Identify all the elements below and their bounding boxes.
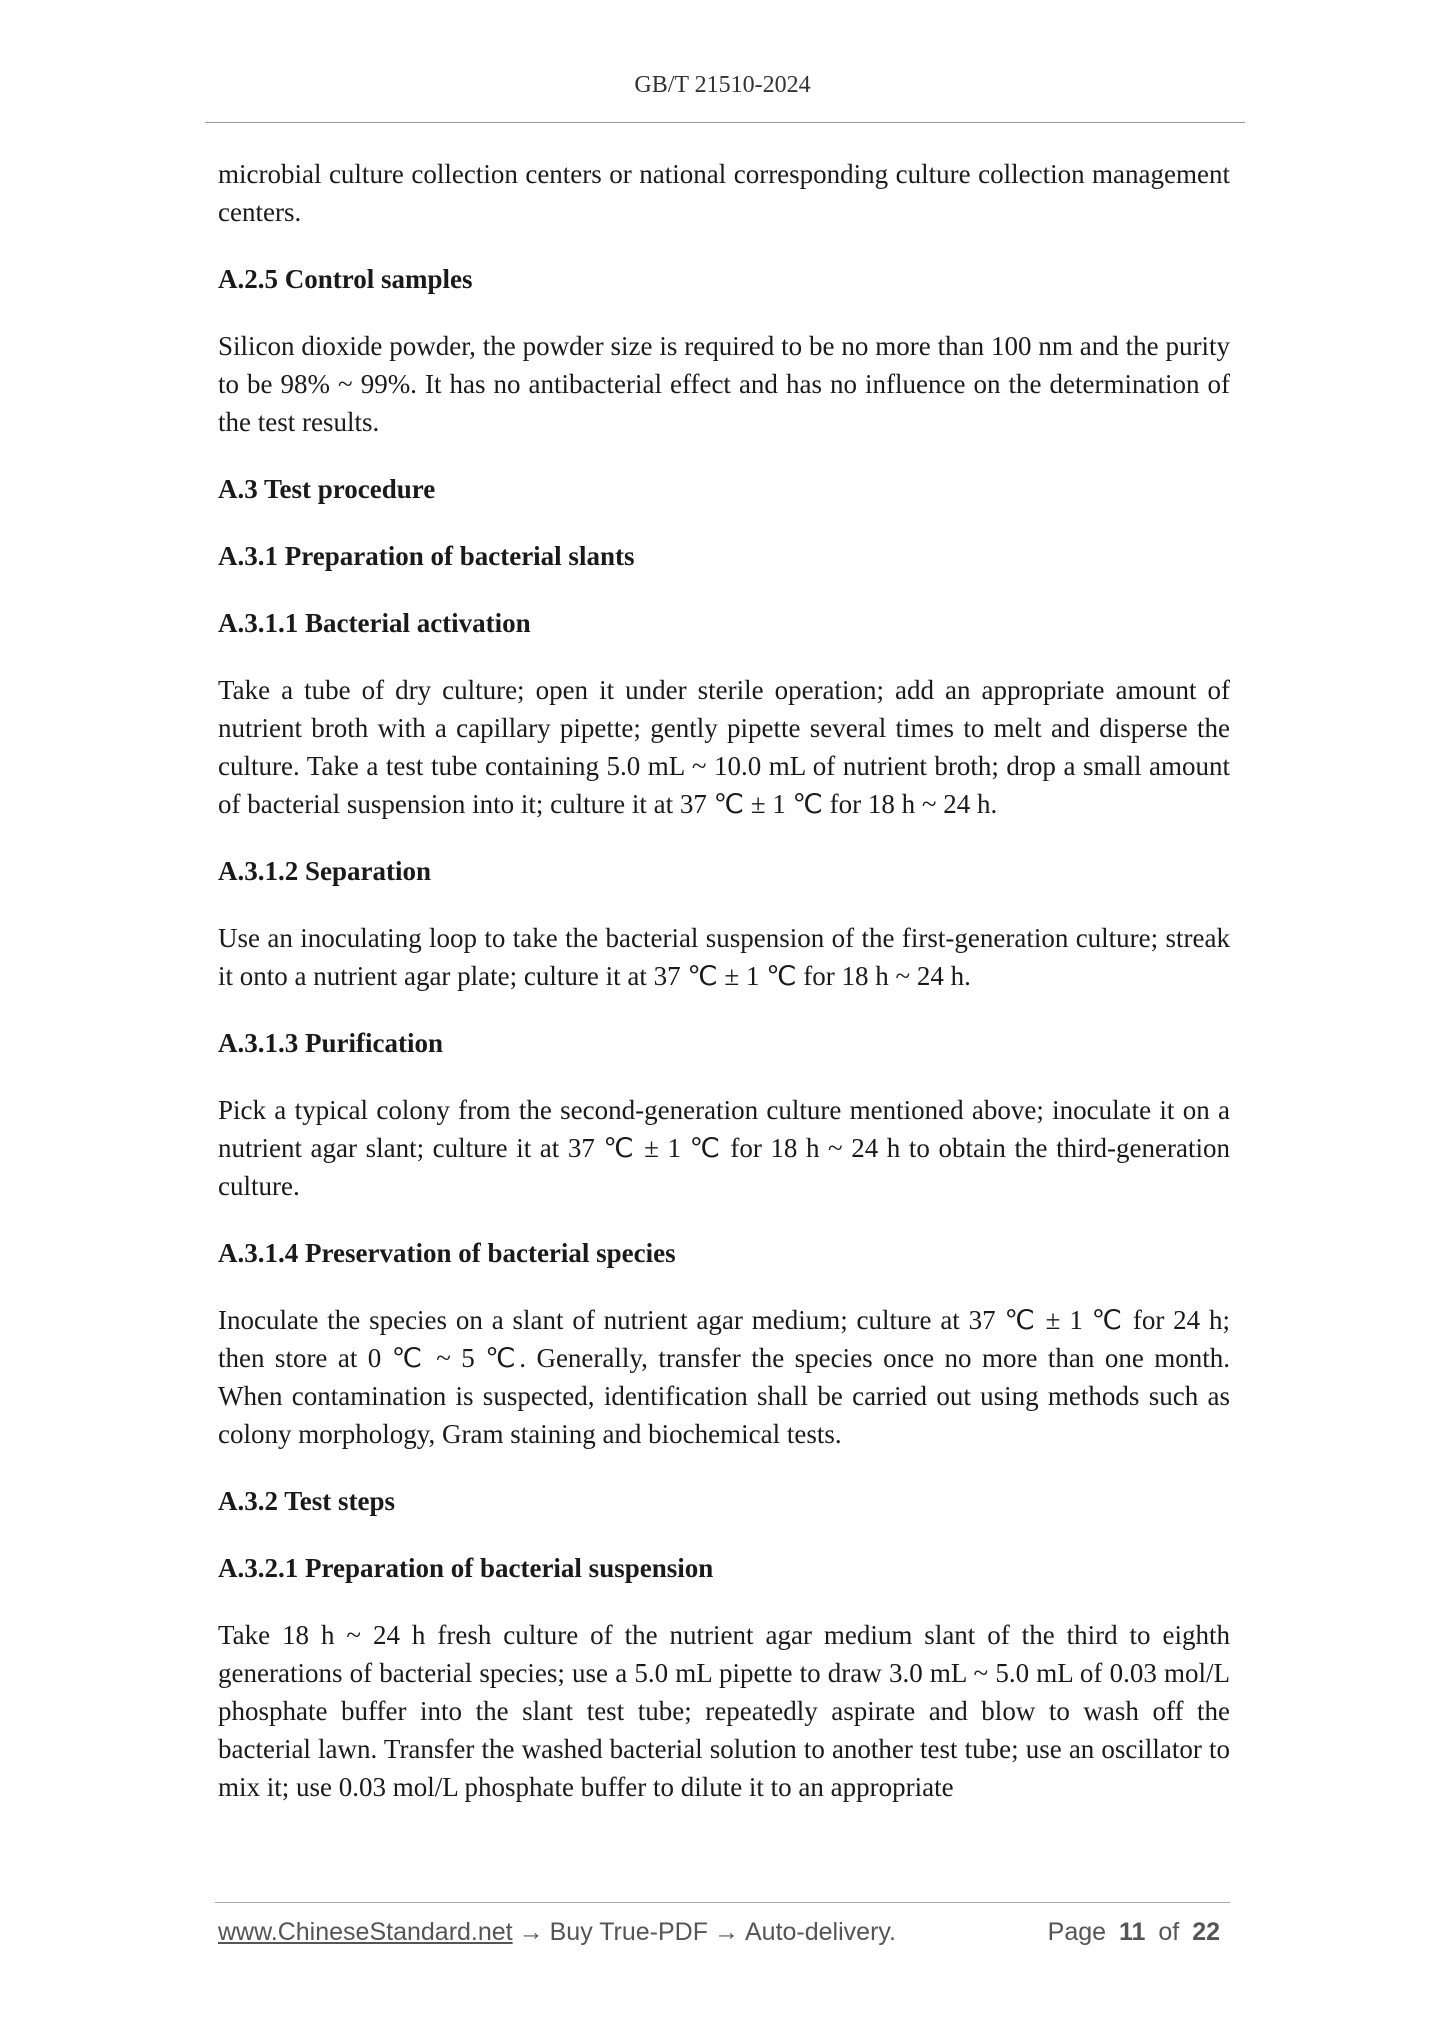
page-total: 22 (1192, 1918, 1220, 1946)
paragraph-bacterial-suspension: Take 18 h ~ 24 h fresh culture of the nutrient agar medium slant of the third to eighth generations of bacterial species; use a 5.0 mL pipette to draw 3.0 mL ~ 5.0 mL of 0.03 mol/L phosphate buffer into the slant test tube; repeatedly aspirate and blow to wash off the bacterial lawn. Transfer the washed bacterial solution to another test tube; use an oscillator to mix it; use 0.03 mol/L phosphate buffer to dilute it to an appropriate (218, 1620, 1230, 1802)
heading-a-3: A.3 Test procedure (218, 474, 436, 504)
heading-a-3-1: A.3.1 Preparation of bacterial slants (218, 541, 635, 571)
paragraph-continued: microbial culture collection centers or national corresponding culture collection management centers. (218, 159, 1230, 227)
heading-a-3-2-1: A.3.2.1 Preparation of bacterial suspension (218, 1553, 714, 1583)
page-of: of (1158, 1918, 1180, 1946)
header-divider (205, 122, 1245, 123)
buy-text: Buy True-PDF (549, 1918, 708, 1946)
paragraph-purification: Pick a typical colony from the second-generation culture mentioned above; inoculate it on a nutrient agar slant; culture it at 37 ℃ ± 1 ℃ for 18 h ~ 24 h to obtain the third-generation culture. (218, 1095, 1230, 1201)
heading-a-3-1-2: A.3.1.2 Separation (218, 856, 432, 886)
page-number (1048, 1918, 1226, 1947)
page-label: Page (1047, 1918, 1107, 1946)
delivery-text: Auto-delivery. (745, 1918, 896, 1946)
document-body (218, 155, 1230, 1835)
page-current: 11 (1118, 1918, 1146, 1946)
paragraph-control-samples: Silicon dioxide powder, the powder size is required to be no more than 100 nm and the purity to be 98% ~ 99%. It has no antibacterial effect and has no influence on the determination of the test results. (218, 331, 1230, 437)
heading-a-3-1-1: A.3.1.1 Bacterial activation (218, 608, 531, 638)
heading-a-3-1-3: A.3.1.3 Purification (218, 1028, 443, 1058)
arrow-right-icon: → (518, 1918, 544, 1946)
arrow-right-icon-2: → (714, 1918, 739, 1946)
heading-a-2-5: A.2.5 Control samples (218, 264, 473, 294)
page-header: GB/T 21510-2024 (634, 72, 811, 98)
footer-promo (218, 1918, 896, 1947)
footer-divider (215, 1902, 1230, 1903)
site-link[interactable]: www.ChineseStandard.net (218, 1918, 513, 1946)
heading-a-3-1-4: A.3.1.4 Preservation of bacterial species (218, 1238, 676, 1268)
paragraph-preservation: Inoculate the species on a slant of nutrient agar medium; culture at 37 ℃ ± 1 ℃ for 24 h; then store at 0 ℃ ~ 5 ℃. Generally, transfer the species once no more than one month. When contamination is suspected, identification shall be carried out using methods such as colony morphology, Gram staining and biochemical tests. (218, 1305, 1230, 1449)
paragraph-bacterial-activation: Take a tube of dry culture; open it under sterile operation; add an appropriate amount of nutrient broth with a capillary pipette; gently pipette several times to melt and disperse the culture. Take a test tube containing 5.0 mL ~ 10.0 mL of nutrient broth; drop a small amount of bacterial suspension into it; culture it at 37 ℃ ± 1 ℃ for 18 h ~ 24 h. (218, 675, 1230, 819)
paragraph-separation: Use an inoculating loop to take the bacterial suspension of the first-generation culture; streak it onto a nutrient agar plate; culture it at 37 ℃ ± 1 ℃ for 18 h ~ 24 h. (218, 923, 1230, 991)
heading-a-3-2: A.3.2 Test steps (218, 1486, 396, 1516)
